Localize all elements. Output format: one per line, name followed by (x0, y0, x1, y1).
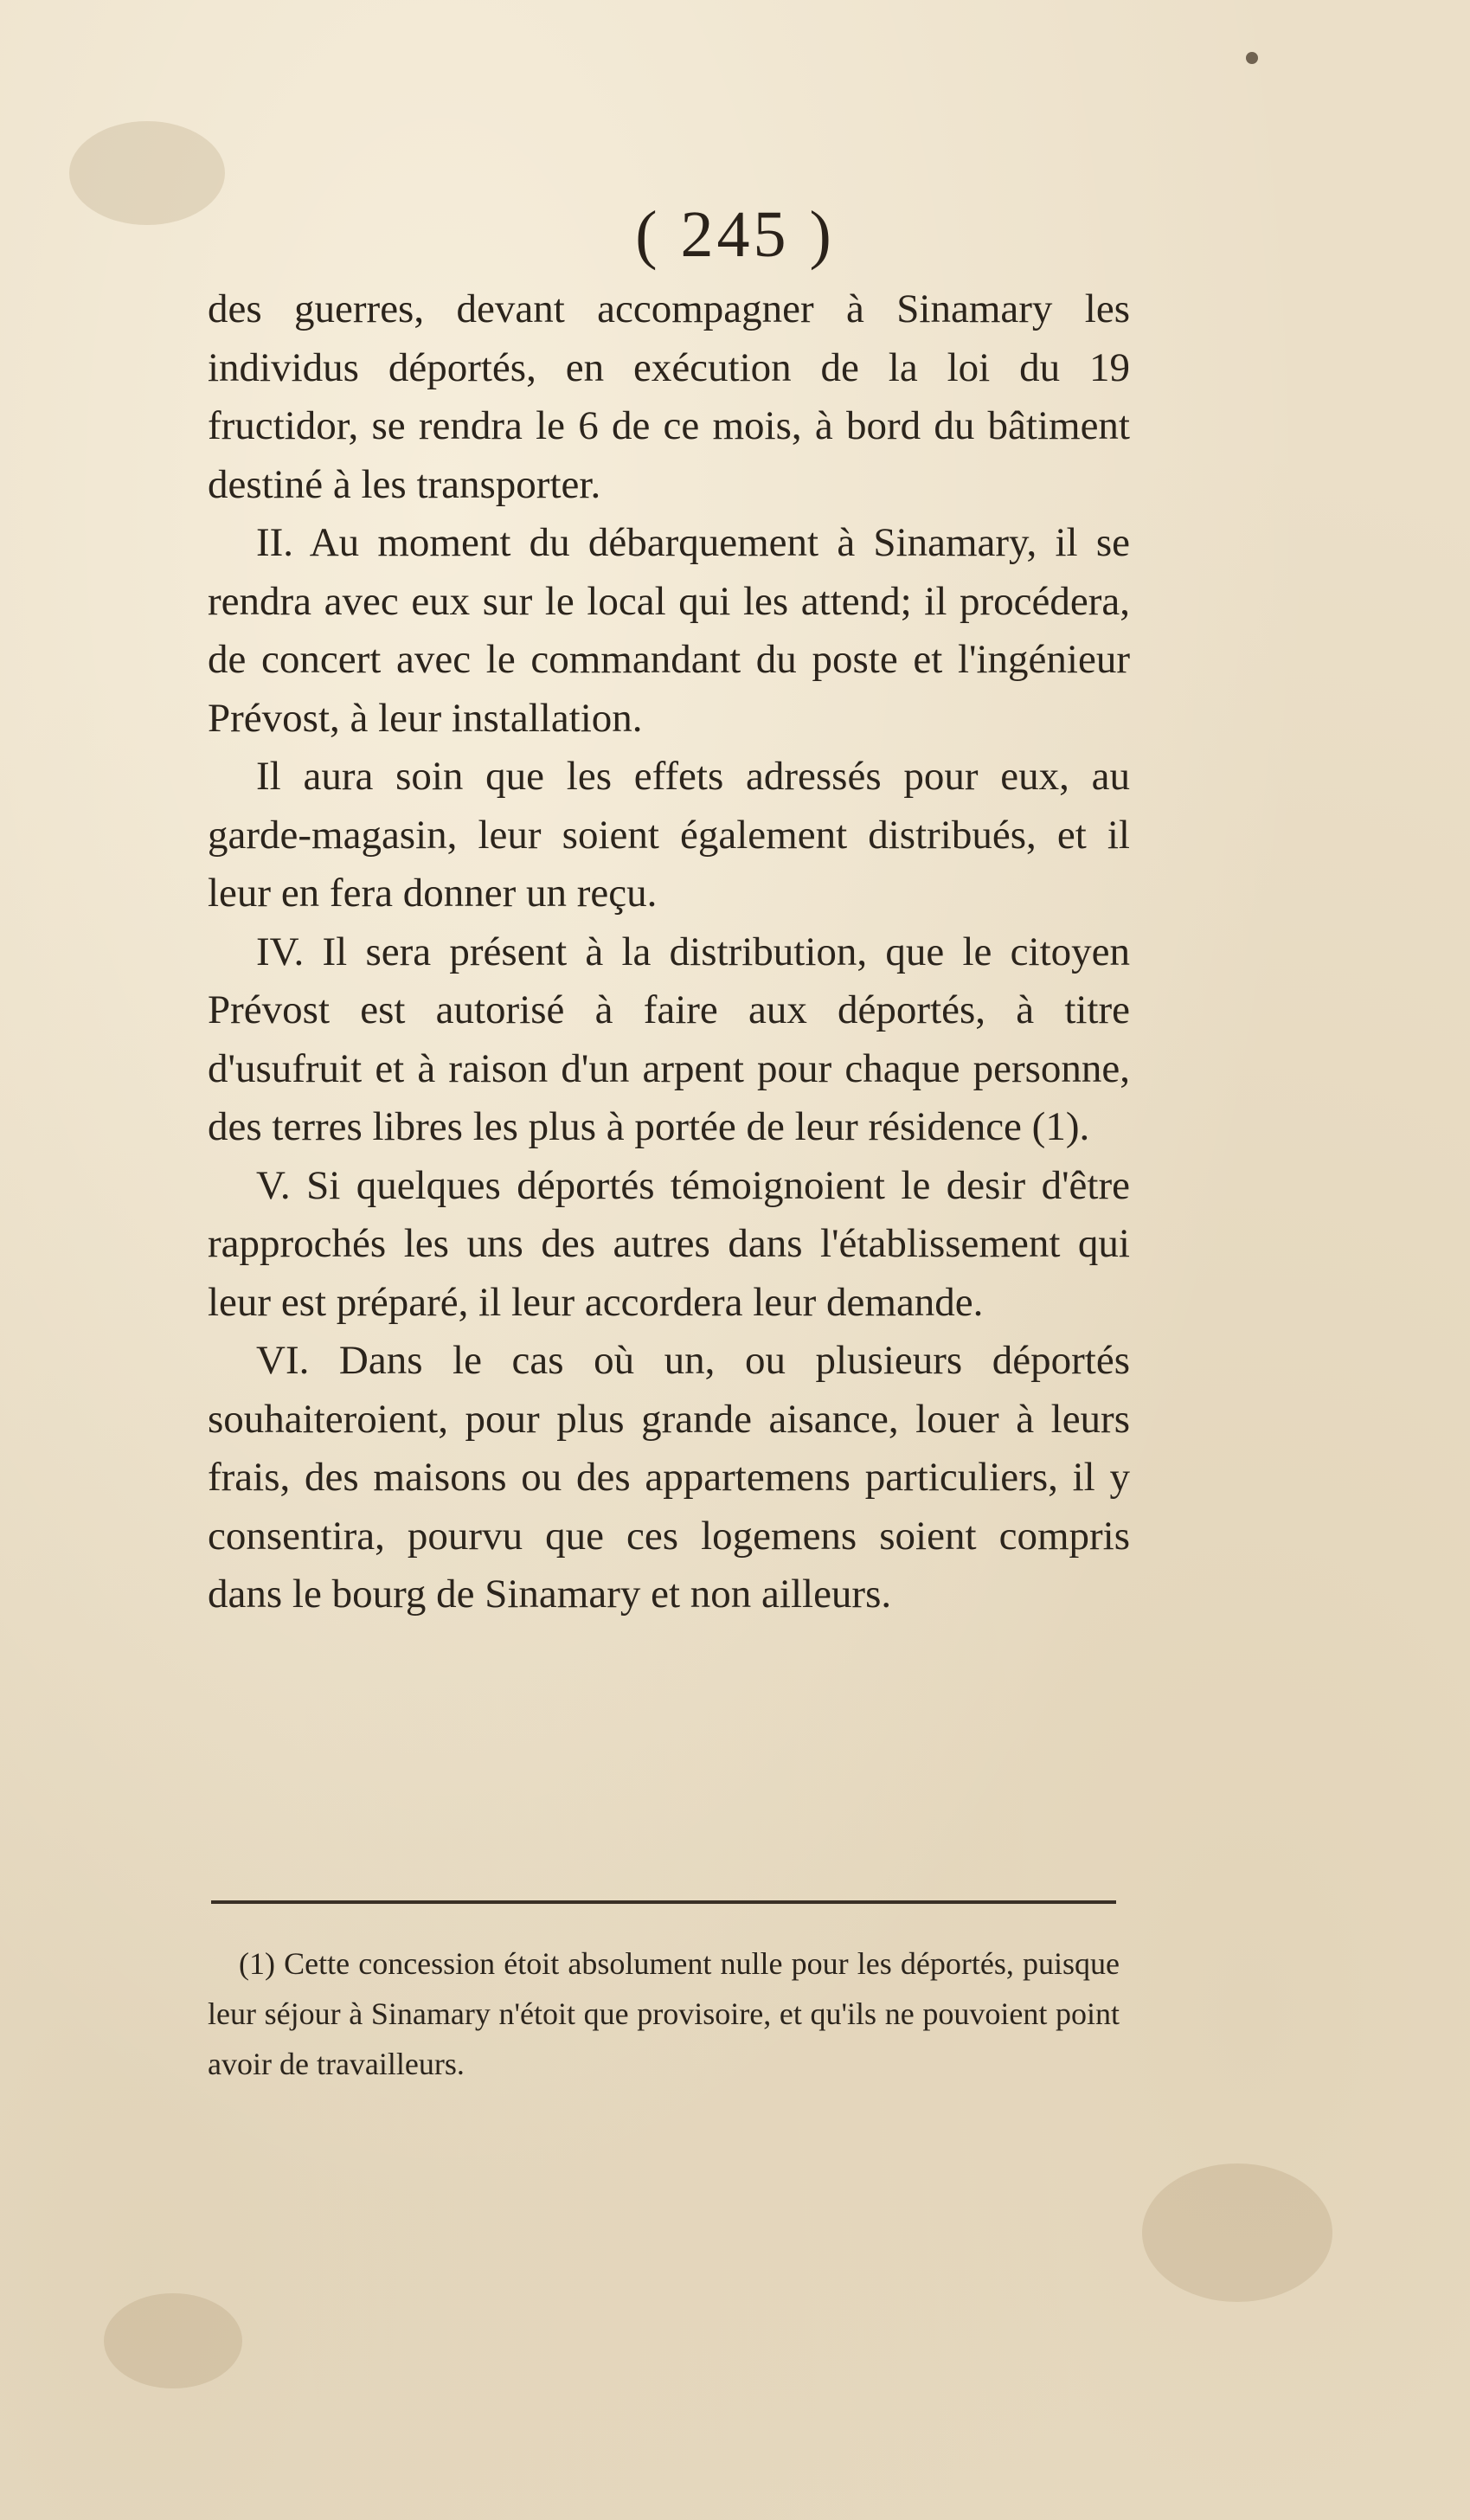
main-text (208, 280, 1130, 1624)
paragraph: VI. Dans le cas où un, ou plusieurs déportés souhaiteroient, pour plus grande aisance, louer à leurs frais, des maisons ou des appartemens particuliers, il y consentira, pourvu que ces logemens soient compris dans le bourg de Sinamary et non ailleurs. (208, 1338, 1130, 1617)
page-number: ( 245 ) (635, 198, 835, 271)
paper-stain (104, 2293, 242, 2388)
paragraph: Il aura soin que les effets adressés pour eux, au garde-magasin, leur soient également distribués, et il leur en fera donner un reçu. (208, 754, 1130, 916)
paragraph: V. Si quelques déportés témoignoient le desir d'être rapprochés les uns des autres dans l'établissement qui leur est préparé, il leur accordera leur demande. (208, 1162, 1130, 1325)
footnote (208, 1938, 1120, 2089)
footnote-divider (211, 1900, 1116, 1904)
paper-stain (1142, 2163, 1332, 2302)
paragraph: des guerres, devant accompagner à Sinamary les individus déportés, en exécution de la loi du 19 fructidor, se rendra le 6 de ce mois, à bord du bâtiment destiné à les transporter. (208, 286, 1130, 507)
paragraph: IV. Il sera présent à la distribution, que le citoyen Prévost est autorisé à faire aux déportés, à titre d'usufruit et à raison d'un arpent pour chaque personne, des terres libres les plus à portée de leur résidence (1). (208, 929, 1130, 1149)
paper-stain (1246, 52, 1258, 64)
footnote-text: (1) Cette concession étoit absolument nulle pour les déportés, puisque leur séjour à Sinamary n'étoit que provisoire, et qu'ils ne pouvoient point avoir de travailleurs. (208, 1946, 1120, 2081)
paragraph: II. Au moment du débarquement à Sinamary, il se rendra avec eux sur le local qui les attend; il procédera, de concert avec le commandant du poste et l'ingénieur Prévost, à leur installation. (208, 520, 1130, 741)
